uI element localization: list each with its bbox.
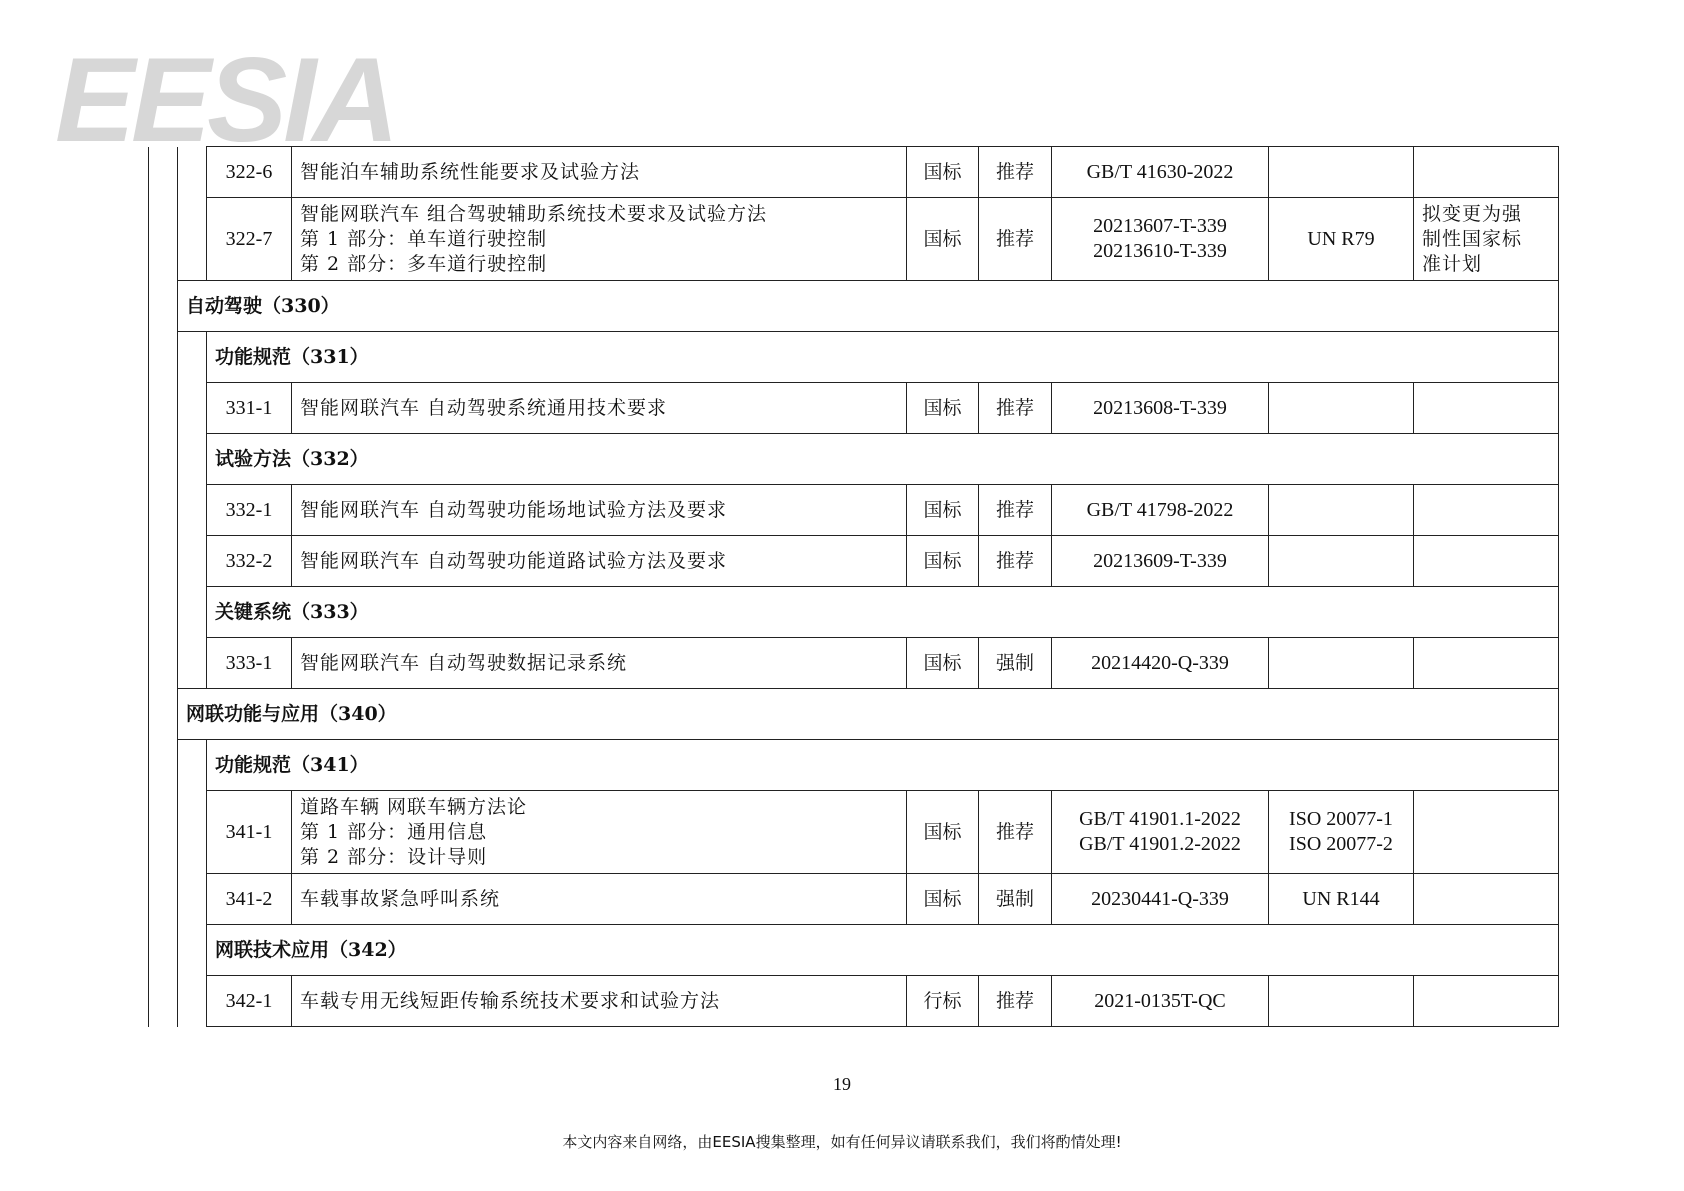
- standard-name-line: 智能网联汽车 自动驾驶功能道路试验方法及要求: [300, 549, 728, 572]
- intl-reference-cell: [1269, 485, 1414, 536]
- standard-number-cell: 332-2: [207, 536, 292, 587]
- standard-name-line: 第 1 部分：通用信息: [300, 820, 488, 843]
- standard-name-cell: [292, 638, 907, 689]
- plan-code-line: 20213610-T-339: [1093, 240, 1227, 262]
- indent-column: [149, 198, 178, 281]
- section-heading-row: [149, 281, 1559, 332]
- section-heading: 自动驾驶（330）: [178, 281, 1559, 332]
- indent-column: [178, 740, 207, 791]
- indent-column: [178, 587, 207, 638]
- standard-name-line: 智能网联汽车 自动驾驶系统通用技术要求: [300, 396, 668, 419]
- standard-nature-cell: 推荐: [979, 791, 1052, 874]
- standard-number-cell: 333-1: [207, 638, 292, 689]
- plan-code-cell: [1052, 485, 1269, 536]
- standard-number-cell: 332-1: [207, 485, 292, 536]
- plan-code-line: GB/T 41901.2-2022: [1079, 833, 1241, 855]
- indent-column: [178, 332, 207, 383]
- remark-cell: [1414, 874, 1559, 925]
- intl-reference-cell: [1269, 536, 1414, 587]
- plan-code-line: GB/T 41798-2022: [1086, 498, 1234, 521]
- remark-cell: [1414, 147, 1559, 198]
- subsection-heading-row: [149, 332, 1559, 383]
- standard-nature-cell: 强制: [979, 874, 1052, 925]
- standard-nature-cell: 推荐: [979, 383, 1052, 434]
- standards-table: [148, 146, 1559, 1027]
- standard-name-line: 智能网联汽车 自动驾驶功能场地试验方法及要求: [300, 498, 728, 521]
- indent-column: [178, 147, 207, 198]
- standard-name-cell: [292, 383, 907, 434]
- indent-column: [178, 383, 207, 434]
- standard-number-cell: 322-7: [207, 198, 292, 281]
- indent-column: [149, 587, 178, 638]
- plan-code-cell: [1052, 536, 1269, 587]
- standard-number-cell: 331-1: [207, 383, 292, 434]
- subsection-heading: 功能规范（331）: [207, 332, 1559, 383]
- intl-reference-cell: [1269, 976, 1414, 1027]
- intl-reference-line: ISO 20077-1: [1289, 808, 1393, 830]
- indent-column: [149, 689, 178, 740]
- indent-column: [149, 976, 178, 1027]
- intl-reference-line: UN R144: [1302, 887, 1380, 910]
- table-row: [149, 147, 1559, 198]
- standard-name-line: 第 2 部分：设计导则: [300, 845, 488, 868]
- standard-name-line: 道路车辆 网联车辆方法论: [300, 795, 528, 818]
- plan-code-cell: [1052, 383, 1269, 434]
- indent-column: [149, 434, 178, 485]
- plan-code-line: 20214420-Q-339: [1091, 651, 1229, 674]
- standard-name-cell: [292, 874, 907, 925]
- indent-column: [149, 332, 178, 383]
- indent-column: [178, 198, 207, 281]
- plan-code-line: 20230441-Q-339: [1091, 887, 1229, 910]
- indent-column: [178, 638, 207, 689]
- standard-type-cell: 国标: [907, 383, 979, 434]
- remark-cell: [1414, 485, 1559, 536]
- standard-nature-cell: 推荐: [979, 198, 1052, 281]
- standard-name-cell: [292, 198, 907, 281]
- standards-table-body: [149, 147, 1559, 1027]
- indent-column: [178, 874, 207, 925]
- table-row: [149, 791, 1559, 874]
- remark-cell: [1414, 791, 1559, 874]
- indent-column: [149, 740, 178, 791]
- subsection-heading-row: [149, 925, 1559, 976]
- standard-nature-cell: 推荐: [979, 485, 1052, 536]
- table-row: [149, 383, 1559, 434]
- standard-number-cell: 322-6: [207, 147, 292, 198]
- standard-name-line: 智能泊车辅助系统性能要求及试验方法: [300, 160, 641, 183]
- indent-column: [149, 383, 178, 434]
- standard-type-cell: 国标: [907, 638, 979, 689]
- subsection-heading-row: [149, 587, 1559, 638]
- indent-column: [178, 925, 207, 976]
- plan-code-cell: [1052, 874, 1269, 925]
- table-row: [149, 198, 1559, 281]
- standard-type-cell: 国标: [907, 874, 979, 925]
- standard-name-cell: [292, 147, 907, 198]
- remark-cell: [1414, 638, 1559, 689]
- standard-type-cell: 国标: [907, 147, 979, 198]
- remark-cell: [1414, 198, 1559, 281]
- intl-reference-cell: [1269, 791, 1414, 874]
- plan-code-line: GB/T 41901.1-2022: [1079, 808, 1241, 830]
- plan-code-line: 20213608-T-339: [1093, 396, 1227, 419]
- plan-code-line: 20213609-T-339: [1093, 549, 1227, 572]
- plan-code-line: 2021-0135T-QC: [1094, 989, 1226, 1012]
- standard-nature-cell: 推荐: [979, 147, 1052, 198]
- remark-line: 拟变更为强: [1422, 202, 1523, 225]
- standard-name-line: 智能网联汽车 组合驾驶辅助系统技术要求及试验方法: [300, 202, 768, 225]
- indent-column: [149, 638, 178, 689]
- table-row: [149, 536, 1559, 587]
- plan-code-line: 20213607-T-339: [1093, 215, 1227, 237]
- table-row: [149, 976, 1559, 1027]
- standard-type-cell: 国标: [907, 791, 979, 874]
- plan-code-cell: [1052, 198, 1269, 281]
- standard-type-cell: 行标: [907, 976, 979, 1027]
- indent-column: [149, 791, 178, 874]
- table-row: [149, 485, 1559, 536]
- standard-name-cell: [292, 791, 907, 874]
- subsection-heading: 功能规范（341）: [207, 740, 1559, 791]
- plan-code-line: GB/T 41630-2022: [1086, 160, 1234, 183]
- standard-nature-cell: 强制: [979, 638, 1052, 689]
- subsection-heading: 关键系统（333）: [207, 587, 1559, 638]
- standard-name-line: 第 1 部分：单车道行驶控制: [300, 227, 548, 250]
- plan-code-cell: [1052, 976, 1269, 1027]
- intl-reference-cell: [1269, 383, 1414, 434]
- intl-reference-cell: [1269, 198, 1414, 281]
- indent-column: [149, 485, 178, 536]
- remark-line: 准计划: [1422, 252, 1483, 275]
- plan-code-cell: [1052, 638, 1269, 689]
- remark-line: 制性国家标: [1422, 227, 1523, 250]
- standard-nature-cell: 推荐: [979, 976, 1052, 1027]
- table-row: [149, 874, 1559, 925]
- standard-name-line: 车载专用无线短距传输系统技术要求和试验方法: [300, 989, 721, 1012]
- standard-name-cell: [292, 485, 907, 536]
- plan-code-cell: [1052, 147, 1269, 198]
- intl-reference-cell: [1269, 874, 1414, 925]
- indent-column: [178, 434, 207, 485]
- standard-type-cell: 国标: [907, 198, 979, 281]
- eesia-watermark-logo: EESIA: [55, 33, 396, 167]
- standard-number-cell: 341-2: [207, 874, 292, 925]
- indent-column: [178, 485, 207, 536]
- subsection-heading: 试验方法（332）: [207, 434, 1559, 485]
- indent-column: [149, 925, 178, 976]
- standard-number-cell: 342-1: [207, 976, 292, 1027]
- standard-name-cell: [292, 976, 907, 1027]
- intl-reference-line: ISO 20077-2: [1289, 833, 1393, 855]
- standard-name-line: 智能网联汽车 自动驾驶数据记录系统: [300, 651, 628, 674]
- indent-column: [178, 976, 207, 1027]
- subsection-heading-row: [149, 434, 1559, 485]
- indent-column: [178, 536, 207, 587]
- indent-column: [149, 147, 178, 198]
- standard-nature-cell: 推荐: [979, 536, 1052, 587]
- section-heading-row: [149, 689, 1559, 740]
- intl-reference-line: UN R79: [1307, 227, 1375, 250]
- standard-name-cell: [292, 536, 907, 587]
- remark-cell: [1414, 536, 1559, 587]
- standard-type-cell: 国标: [907, 485, 979, 536]
- plan-code-cell: [1052, 791, 1269, 874]
- remark-cell: [1414, 976, 1559, 1027]
- standard-type-cell: 国标: [907, 536, 979, 587]
- indent-column: [149, 281, 178, 332]
- subsection-heading-row: [149, 740, 1559, 791]
- intl-reference-cell: [1269, 638, 1414, 689]
- indent-column: [178, 791, 207, 874]
- page-number: 19: [833, 1074, 851, 1094]
- section-heading: 网联功能与应用（340）: [178, 689, 1559, 740]
- standard-name-line: 第 2 部分：多车道行驶控制: [300, 252, 548, 275]
- standard-name-line: 车载事故紧急呼叫系统: [300, 887, 501, 910]
- table-row: [149, 638, 1559, 689]
- subsection-heading: 网联技术应用（342）: [207, 925, 1559, 976]
- footer-disclaimer: 本文内容来自网络，由EESIA搜集整理，如有任何异议请联系我们，我们将酌情处理!: [562, 1133, 1122, 1151]
- standard-number-cell: 341-1: [207, 791, 292, 874]
- intl-reference-cell: [1269, 147, 1414, 198]
- indent-column: [149, 874, 178, 925]
- remark-cell: [1414, 383, 1559, 434]
- indent-column: [149, 536, 178, 587]
